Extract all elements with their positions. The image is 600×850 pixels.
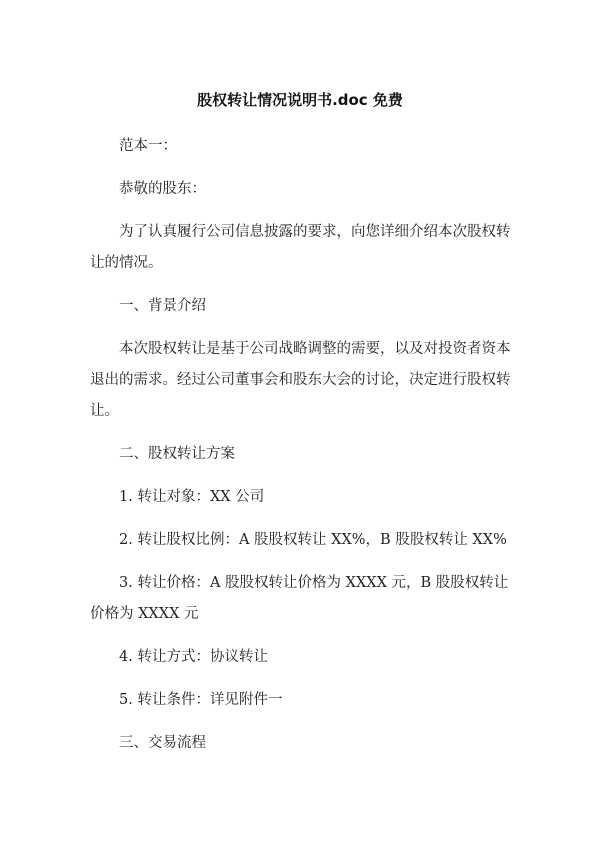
- plan-item-4: 4. 转让方式：协议转让: [119, 649, 268, 665]
- salutation: 恭敬的股东：: [119, 181, 206, 197]
- section-heading-background: 一、背景介绍: [119, 298, 206, 314]
- sample-label: 范本一：: [119, 138, 177, 154]
- plan-item-1: 1. 转让对象：XX 公司: [119, 489, 265, 505]
- section-heading-process: 三、交易流程: [119, 735, 206, 751]
- background-paragraph: 本次股权转让是基于公司战略调整的需要，以及对投资者资本退出的需求。经过公司董事会和股东大会的讨论，决定进行股权转让。: [90, 341, 511, 419]
- intro-paragraph: 为了认真履行公司信息披露的要求，向您详细介绍本次股权转让的情况。: [90, 224, 511, 271]
- plan-item-3: 3. 转让价格：A 股股权转让价格为 XXXX 元，B 股股权转让价格为 XXXX 元: [90, 575, 509, 622]
- plan-item-5: 5. 转让条件：详见附件一: [119, 692, 283, 708]
- document-body: [90, 131, 511, 771]
- section-heading-plan: 二、股权转让方案: [119, 446, 235, 462]
- document-title: 股权转让情况说明书.doc 免费: [197, 91, 403, 109]
- plan-item-2: 2. 转让股权比例：A 股股权转让 XX%，B 股股权转让 XX%: [119, 532, 507, 548]
